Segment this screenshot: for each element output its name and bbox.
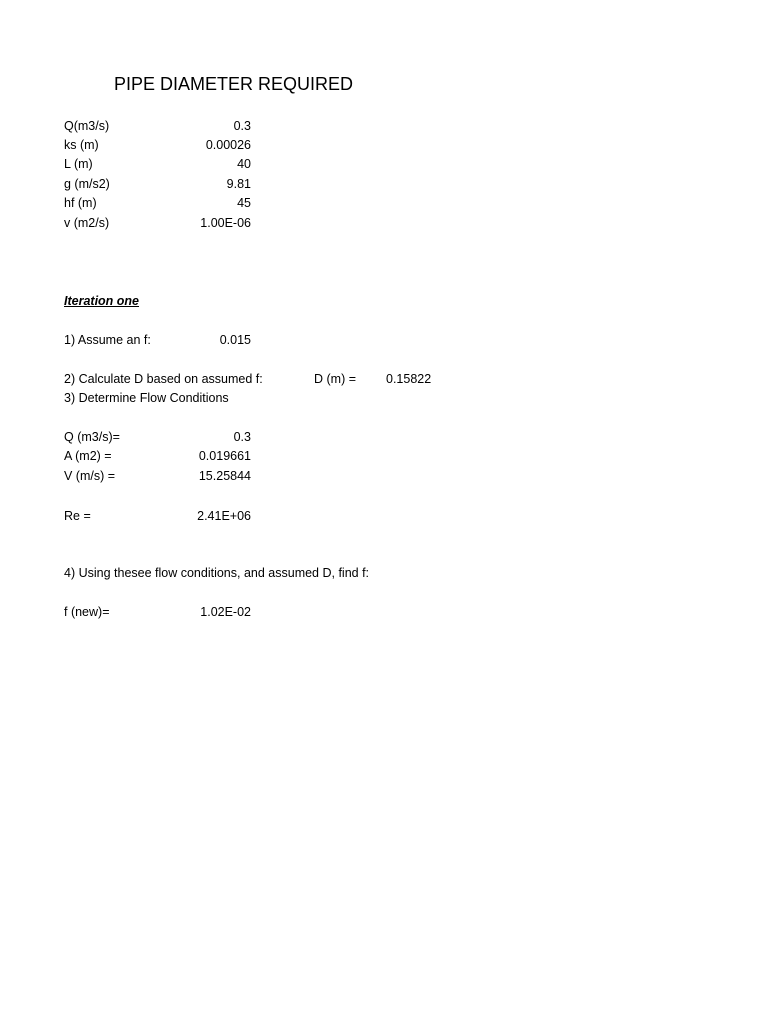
- input-label-l: L (m): [64, 157, 93, 171]
- step3-label: 3) Determine Flow Conditions: [64, 391, 229, 405]
- input-value-l: 40: [237, 157, 251, 171]
- diameter-value: 0.15822: [386, 372, 432, 386]
- input-value-v: 1.00E-06: [200, 216, 251, 230]
- reynolds-value: 2.41E+06: [197, 509, 251, 523]
- input-label-v: v (m2/s): [64, 216, 110, 230]
- f-new-label: f (new)=: [64, 605, 110, 619]
- page-title: PIPE DIAMETER REQUIRED: [114, 74, 354, 94]
- step2-label: 2) Calculate D based on assumed f:: [64, 372, 263, 386]
- input-label-q: Q(m3/s): [64, 119, 110, 133]
- diameter-label: D (m) =: [314, 372, 357, 386]
- input-label-hf: hf (m): [64, 196, 97, 210]
- input-label-ks: ks (m): [64, 138, 99, 152]
- flow-label-q: Q (m3/s)=: [64, 430, 120, 444]
- input-value-hf: 45: [237, 196, 251, 210]
- step1-label: 1) Assume an f:: [64, 333, 151, 347]
- input-value-q: 0.3: [233, 119, 251, 133]
- step1-value: 0.015: [219, 333, 251, 347]
- f-new-value: 1.02E-02: [200, 605, 251, 619]
- input-value-ks: 0.00026: [205, 138, 251, 152]
- step4-label: 4) Using thesee flow conditions, and assumed D, find f:: [64, 566, 370, 580]
- flow-label-a: A (m2) =: [64, 449, 112, 463]
- flow-label-v: V (m/s) =: [64, 469, 116, 483]
- iteration-heading: Iteration one: [64, 294, 140, 308]
- flow-value-a: 0.019661: [198, 449, 251, 463]
- input-label-g: g (m/s2): [64, 177, 110, 191]
- input-value-g: 9.81: [226, 177, 251, 191]
- flow-value-q: 0.3: [233, 430, 251, 444]
- flow-value-v: 15.25844: [198, 469, 251, 483]
- reynolds-label: Re =: [64, 509, 91, 523]
